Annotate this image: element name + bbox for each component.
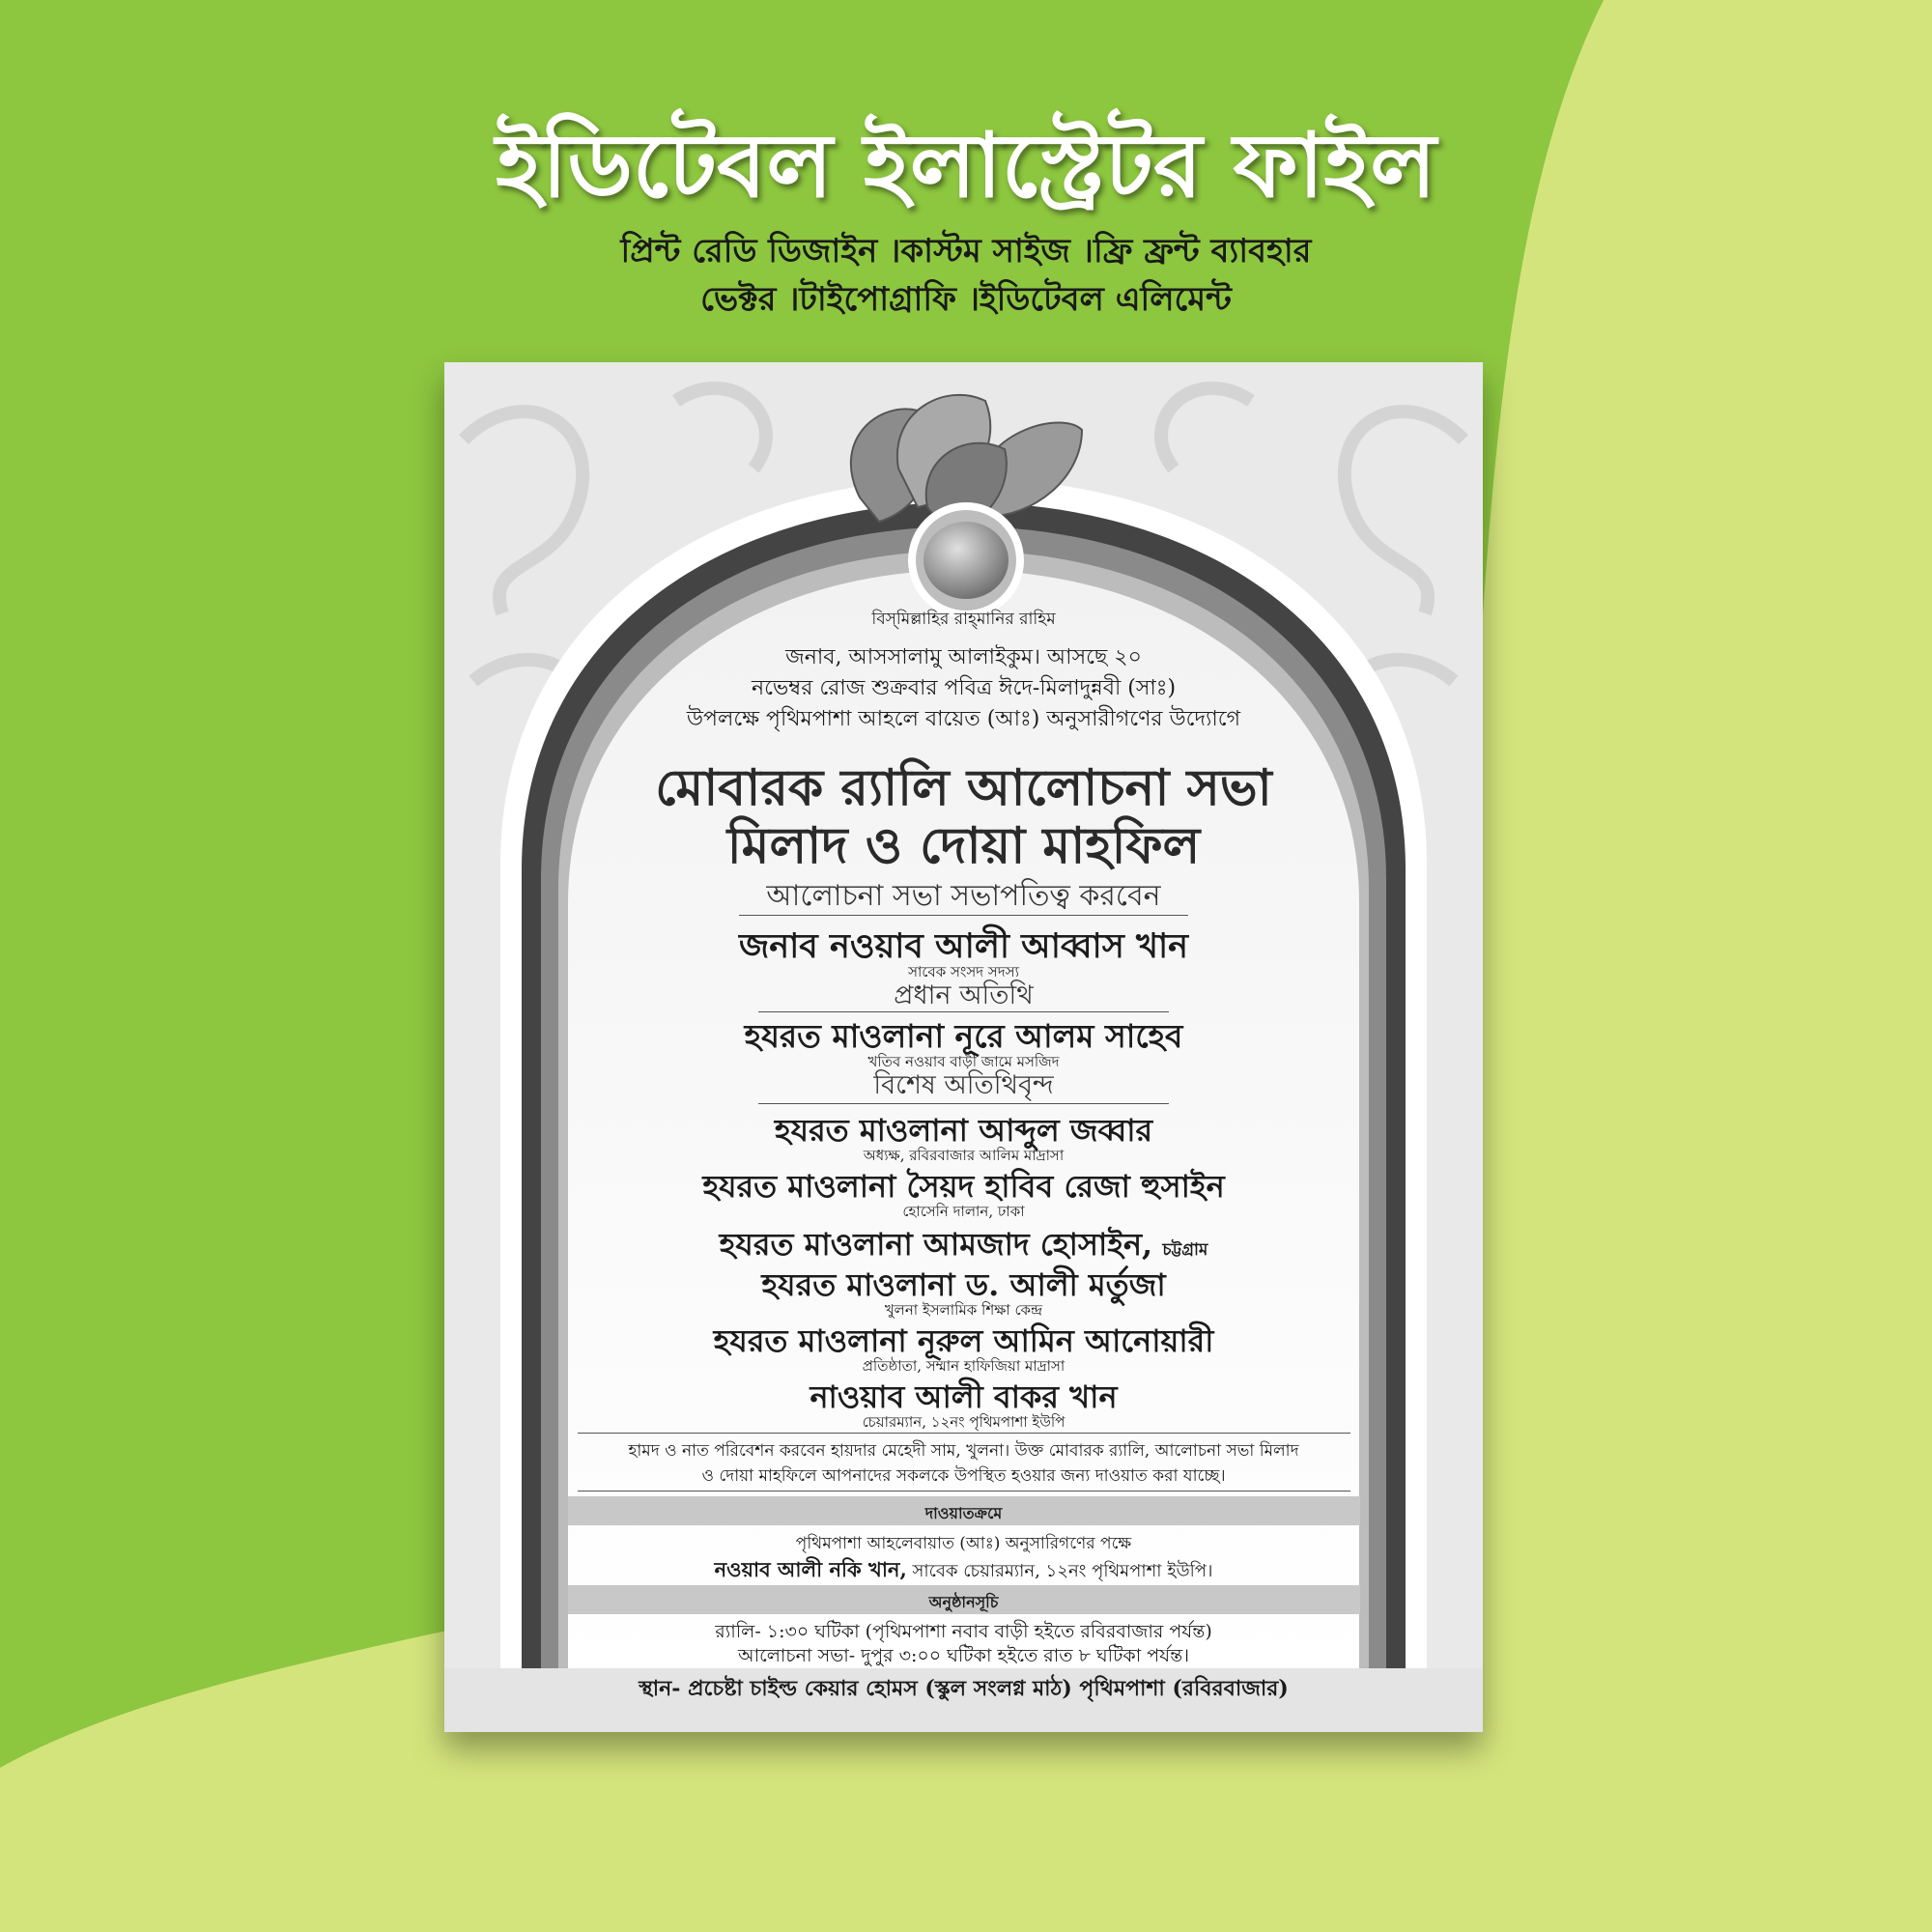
presiding-title: সাবেক সংসদ সদস্য: [908, 963, 1019, 980]
intro-line-1: জনাব, আসসালামু আলাইকুম। আসছে ২০: [785, 645, 1142, 669]
guest-title: অধ্যক্ষ, রবিরবাজার আলিম মাদ্রাসা: [863, 1147, 1065, 1164]
invitation-name: নওয়াব আলী নকি খান,: [714, 1557, 907, 1581]
headline-line-1: মোবারক র‌্যালি আলোচনা সভা: [655, 759, 1272, 817]
chief-guest-heading: প্রধান অতিথি: [894, 980, 1034, 1010]
invitation-title: সাবেক চেয়ারম্যান, ১২নং পৃথিমপাশা ইউপি।: [912, 1561, 1213, 1581]
chief-guest-name: হযরত মাওলানা নূরে আলম সাহেব: [744, 1017, 1183, 1055]
banner-features-line2: ভেক্টর ।টাইপোগ্রাফি ।ইডিটেবল এলিমেন্ট: [700, 280, 1232, 319]
guest-name: হযরত মাওলানা আমজাদ হোসাইন,: [719, 1226, 1153, 1263]
guest-name: হযরত মাওলানা ড. আলী মর্তুজা: [761, 1266, 1166, 1303]
schedule-line-2: আলোচনা সভা- দুপুর ৩:০০ ঘটিকা হইতে রাত ৮ ঘটিকা পর্যন্ত।: [737, 1645, 1190, 1666]
presiding-heading: আলোচনা সভা সভাপতিত্ব করবেন: [766, 879, 1161, 913]
presiding-name: জনাব নওয়াব আলী আব্বাস খান: [738, 926, 1189, 966]
notice-line-2: ও দোয়া মাহফিলে আপনাদের সকলকে উপস্থিত হওয়ার জন্য দাওয়াত করা যাচ্ছে।: [701, 1466, 1226, 1486]
schedule-line-1: র‌্যালি- ১:৩০ ঘটিকা (পৃথিমপাশা নবাব বাড়ী হইতে রবিরবাজার পর্যন্ত): [715, 1621, 1212, 1642]
invitation-heading: দাওয়াতক্রমে: [924, 1504, 1003, 1522]
special-guests-heading: বিশেষ অতিথিবৃন্দ: [873, 1070, 1054, 1100]
venue-text: স্থান- প্রচেষ্টা চাইল্ড কেয়ার হোমস (স্কুল সংলগ্ন মাঠ) পৃথিমপাশা (রবিরবাজার): [639, 1676, 1289, 1701]
divider: [758, 1103, 1169, 1104]
headline-line-2: মিলাদ ও দোয়া মাহফিল: [726, 817, 1201, 875]
divider: [578, 1491, 1350, 1492]
guest-name: নাওয়াব আলী বাকর খান: [810, 1378, 1118, 1415]
intro-line-2: নভেম্বর রোজ শুক্রবার পবিত্র ঈদে-মিলাদুন্নবী (সাঃ): [751, 676, 1177, 700]
schedule-heading: অনুষ্ঠানসূচি: [928, 1593, 999, 1611]
intro-line-3: উপলক্ষে পৃথিমপাশা আহলে বায়েত (আঃ) অনুসারীগণের উদ্যোগে: [686, 707, 1241, 731]
guest-title: হোসেনি দালান, ঢাকা: [902, 1203, 1025, 1220]
chief-guest-title: খতিব নওয়াব বাড়ী জামে মসজিদ: [867, 1053, 1060, 1070]
guest-title: খুলনা ইসলামিক শিক্ষা কেন্দ্র: [884, 1301, 1043, 1319]
bismillah-text: বিস্‌মিল্লাহির রাহ্‌মানির রাহিম: [871, 610, 1056, 629]
invitation-poster: [444, 362, 1483, 1732]
banner-title: ইডিটেবল ইলাস্ট্রেটর ফাইল: [496, 114, 1436, 217]
guest-name: হযরত মাওলানা নূরুল আমিন আনোয়ারী: [713, 1322, 1214, 1359]
guest-name: হযরত মাওলানা আব্দুল জব্বার: [774, 1112, 1153, 1149]
guest-title: প্রতিষ্ঠাতা, সম্মান হাফিজিয়া মাদ্রাসা: [862, 1357, 1065, 1375]
guest-suffix: চট্টগ্রাম: [1162, 1240, 1208, 1260]
guest-title: চেয়ারম্যান, ১২নং পৃথিমপাশা ইউপি: [862, 1413, 1065, 1431]
guest-name: হযরত মাওলানা সৈয়দ হাবিব রেজা হুসাইন: [702, 1168, 1225, 1205]
divider: [578, 1433, 1350, 1434]
invitation-signature: [444, 1554, 1483, 1588]
divider: [739, 915, 1188, 916]
invitation-line-1: পৃথিমপাশা আহলেবায়াত (আঃ) অনুসারিগণের পক্ষে: [795, 1534, 1132, 1553]
notice-line-1: হামদ ও নাত পরিবেশন করবেন হায়দার মেহেদী সাম, খুলনা। উক্ত মোবারক র‌্যালি, আলোচনা সভা মিলাদ: [628, 1441, 1299, 1461]
banner-features-line1: প্রিন্ট রেডি ডিজাইন ।কাস্টম সাইজ ।ফ্রি ফ্রন্ট ব্যাবহার: [620, 232, 1312, 270]
